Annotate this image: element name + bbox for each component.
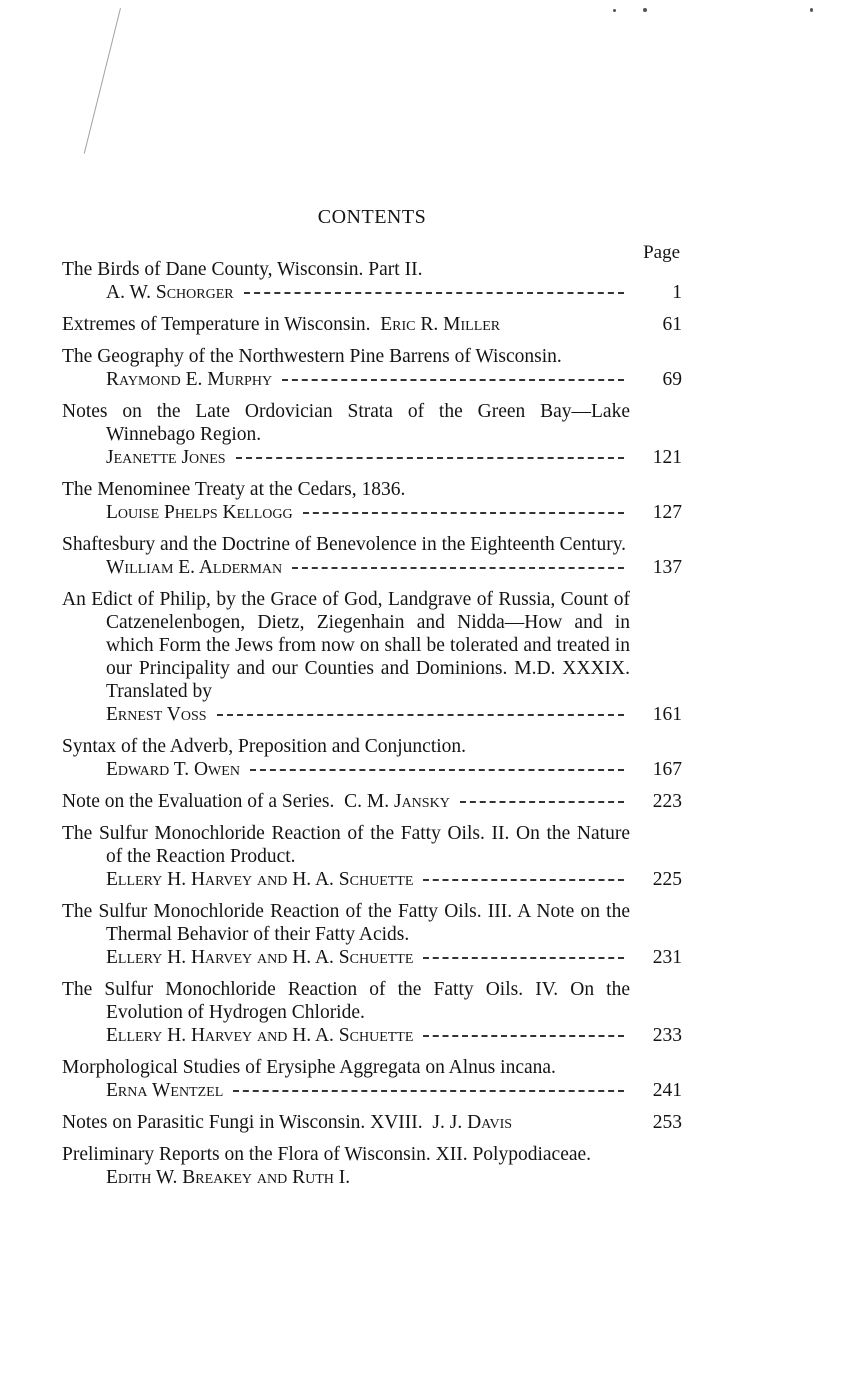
toc-entry-title: An Edict of Philip, by the Grace of God, Landgrave of Russia, Count of Catzenelenbogen, Dietz, Ziegenhain and Nidda—How and in which Form the Jews from now on shall be tolerated and treated in our Principality and our Counties and Dominions. M.D. XXXIX. Translated by — [62, 589, 630, 702]
toc-entry-author: C. M. Jansky — [344, 791, 450, 812]
toc-entry — [62, 822, 682, 891]
toc-entry-author: Erna Wentzel — [106, 1080, 224, 1101]
page-column-label: Page — [643, 242, 680, 263]
toc-entry-title: Extremes of Temperature in Wisconsin. — [62, 314, 371, 335]
toc-entry-page: 1 — [672, 282, 682, 303]
toc-entry-page: 167 — [652, 759, 682, 780]
toc-entry — [62, 1111, 682, 1134]
toc-entry-page: 161 — [652, 704, 682, 725]
scan-mark-dot — [810, 8, 813, 12]
toc-entry-title: The Birds of Dane County, Wisconsin. Part II. — [62, 259, 423, 280]
toc-entry-author: Ellery H. Harvey and H. A. Schuette — [106, 947, 414, 968]
toc-entry-author: Edith W. Breakey and Ruth I. — [106, 1167, 351, 1188]
toc-entry — [62, 533, 682, 579]
dot-leader — [460, 801, 624, 803]
toc-entry-title: Morphological Studies of Erysiphe Aggregata on Alnus incana. — [62, 1057, 556, 1078]
toc-entry-author: Eric R. Miller — [380, 314, 501, 335]
toc-entry-title: Syntax of the Adverb, Preposition and Conjunction. — [62, 736, 467, 757]
toc-entry — [62, 1143, 682, 1189]
toc-entry-title: Notes on Parasitic Fungi in Wisconsin. XVIII. — [62, 1112, 423, 1133]
dot-leader — [423, 1035, 624, 1037]
dot-leader — [217, 714, 624, 716]
toc-entry-page: 127 — [652, 502, 682, 523]
toc-entry-page: 121 — [652, 447, 682, 468]
toc-entry-title: Preliminary Reports on the Flora of Wisconsin. XII. Polypodiaceae. — [62, 1144, 592, 1165]
toc-entry-title: The Sulfur Monochloride Reaction of the Fatty Oils. II. On the Nature of the Reaction Product. — [62, 823, 630, 867]
toc-entry — [62, 313, 682, 336]
dot-leader — [423, 957, 624, 959]
toc-entry-author: J. J. Davis — [432, 1112, 513, 1133]
scan-mark-dot — [643, 8, 647, 12]
toc-entry — [62, 978, 682, 1047]
toc-entry-author: Jeanette Jones — [106, 447, 226, 468]
dot-leader — [244, 292, 624, 294]
toc-entry-page: 231 — [652, 947, 682, 968]
toc-entry-title: Notes on the Late Ordovician Strata of the Green Bay—Lake Winnebago Region. — [62, 401, 630, 445]
toc-entry-page: 137 — [652, 557, 682, 578]
toc-entry-author: Ellery H. Harvey and H. A. Schuette — [106, 1025, 414, 1046]
toc-entry — [62, 735, 682, 781]
dot-leader — [423, 879, 624, 881]
toc-entry — [62, 1056, 682, 1102]
toc-entry-page: 69 — [662, 369, 682, 390]
table-of-contents — [62, 258, 682, 1198]
toc-entry-author: Ernest Voss — [106, 704, 207, 725]
dot-leader — [250, 769, 624, 771]
toc-entry — [62, 478, 682, 524]
toc-entry-page: 241 — [652, 1080, 682, 1101]
dot-leader — [303, 512, 624, 514]
toc-entry-page: 61 — [662, 314, 682, 335]
toc-entry-title: The Menominee Treaty at the Cedars, 1836. — [62, 479, 406, 500]
dot-leader — [282, 379, 624, 381]
toc-entry-page: 233 — [652, 1025, 682, 1046]
toc-entry-title: Shaftesbury and the Doctrine of Benevolence in the Eighteenth Century. — [62, 534, 627, 555]
toc-entry-page: 225 — [652, 869, 682, 890]
toc-entry-title: The Sulfur Monochloride Reaction of the Fatty Oils. III. A Note on the Thermal Behavior of their Fatty Acids. — [62, 901, 630, 945]
toc-entry-author: Raymond E. Murphy — [106, 369, 273, 390]
page-title: CONTENTS — [317, 206, 427, 228]
dot-leader — [292, 567, 624, 569]
scan-mark-dot — [613, 9, 616, 12]
toc-entry-author: William E. Alderman — [106, 557, 283, 578]
scan-mark-line — [84, 8, 121, 154]
toc-entry-title: Note on the Evaluation of a Series. — [62, 791, 335, 812]
toc-entry — [62, 400, 682, 469]
dot-leader — [233, 1090, 624, 1092]
toc-entry-title: The Sulfur Monochloride Reaction of the Fatty Oils. IV. On the Evolution of Hydrogen Chloride. — [62, 979, 630, 1023]
toc-entry — [62, 258, 682, 304]
toc-entry — [62, 900, 682, 969]
toc-entry — [62, 588, 682, 726]
toc-entry — [62, 345, 682, 391]
toc-entry-page: 253 — [652, 1112, 682, 1133]
toc-entry — [62, 790, 682, 813]
toc-entry-title: The Geography of the Northwestern Pine Barrens of Wisconsin. — [62, 346, 562, 367]
toc-entry-author: Louise Phelps Kellogg — [106, 502, 293, 523]
toc-entry-author: A. W. Schorger — [106, 282, 234, 303]
toc-entry-author: Ellery H. Harvey and H. A. Schuette — [106, 869, 414, 890]
dot-leader — [236, 457, 624, 459]
toc-entry-page: 223 — [652, 791, 682, 812]
toc-entry-author: Edward T. Owen — [106, 759, 240, 780]
